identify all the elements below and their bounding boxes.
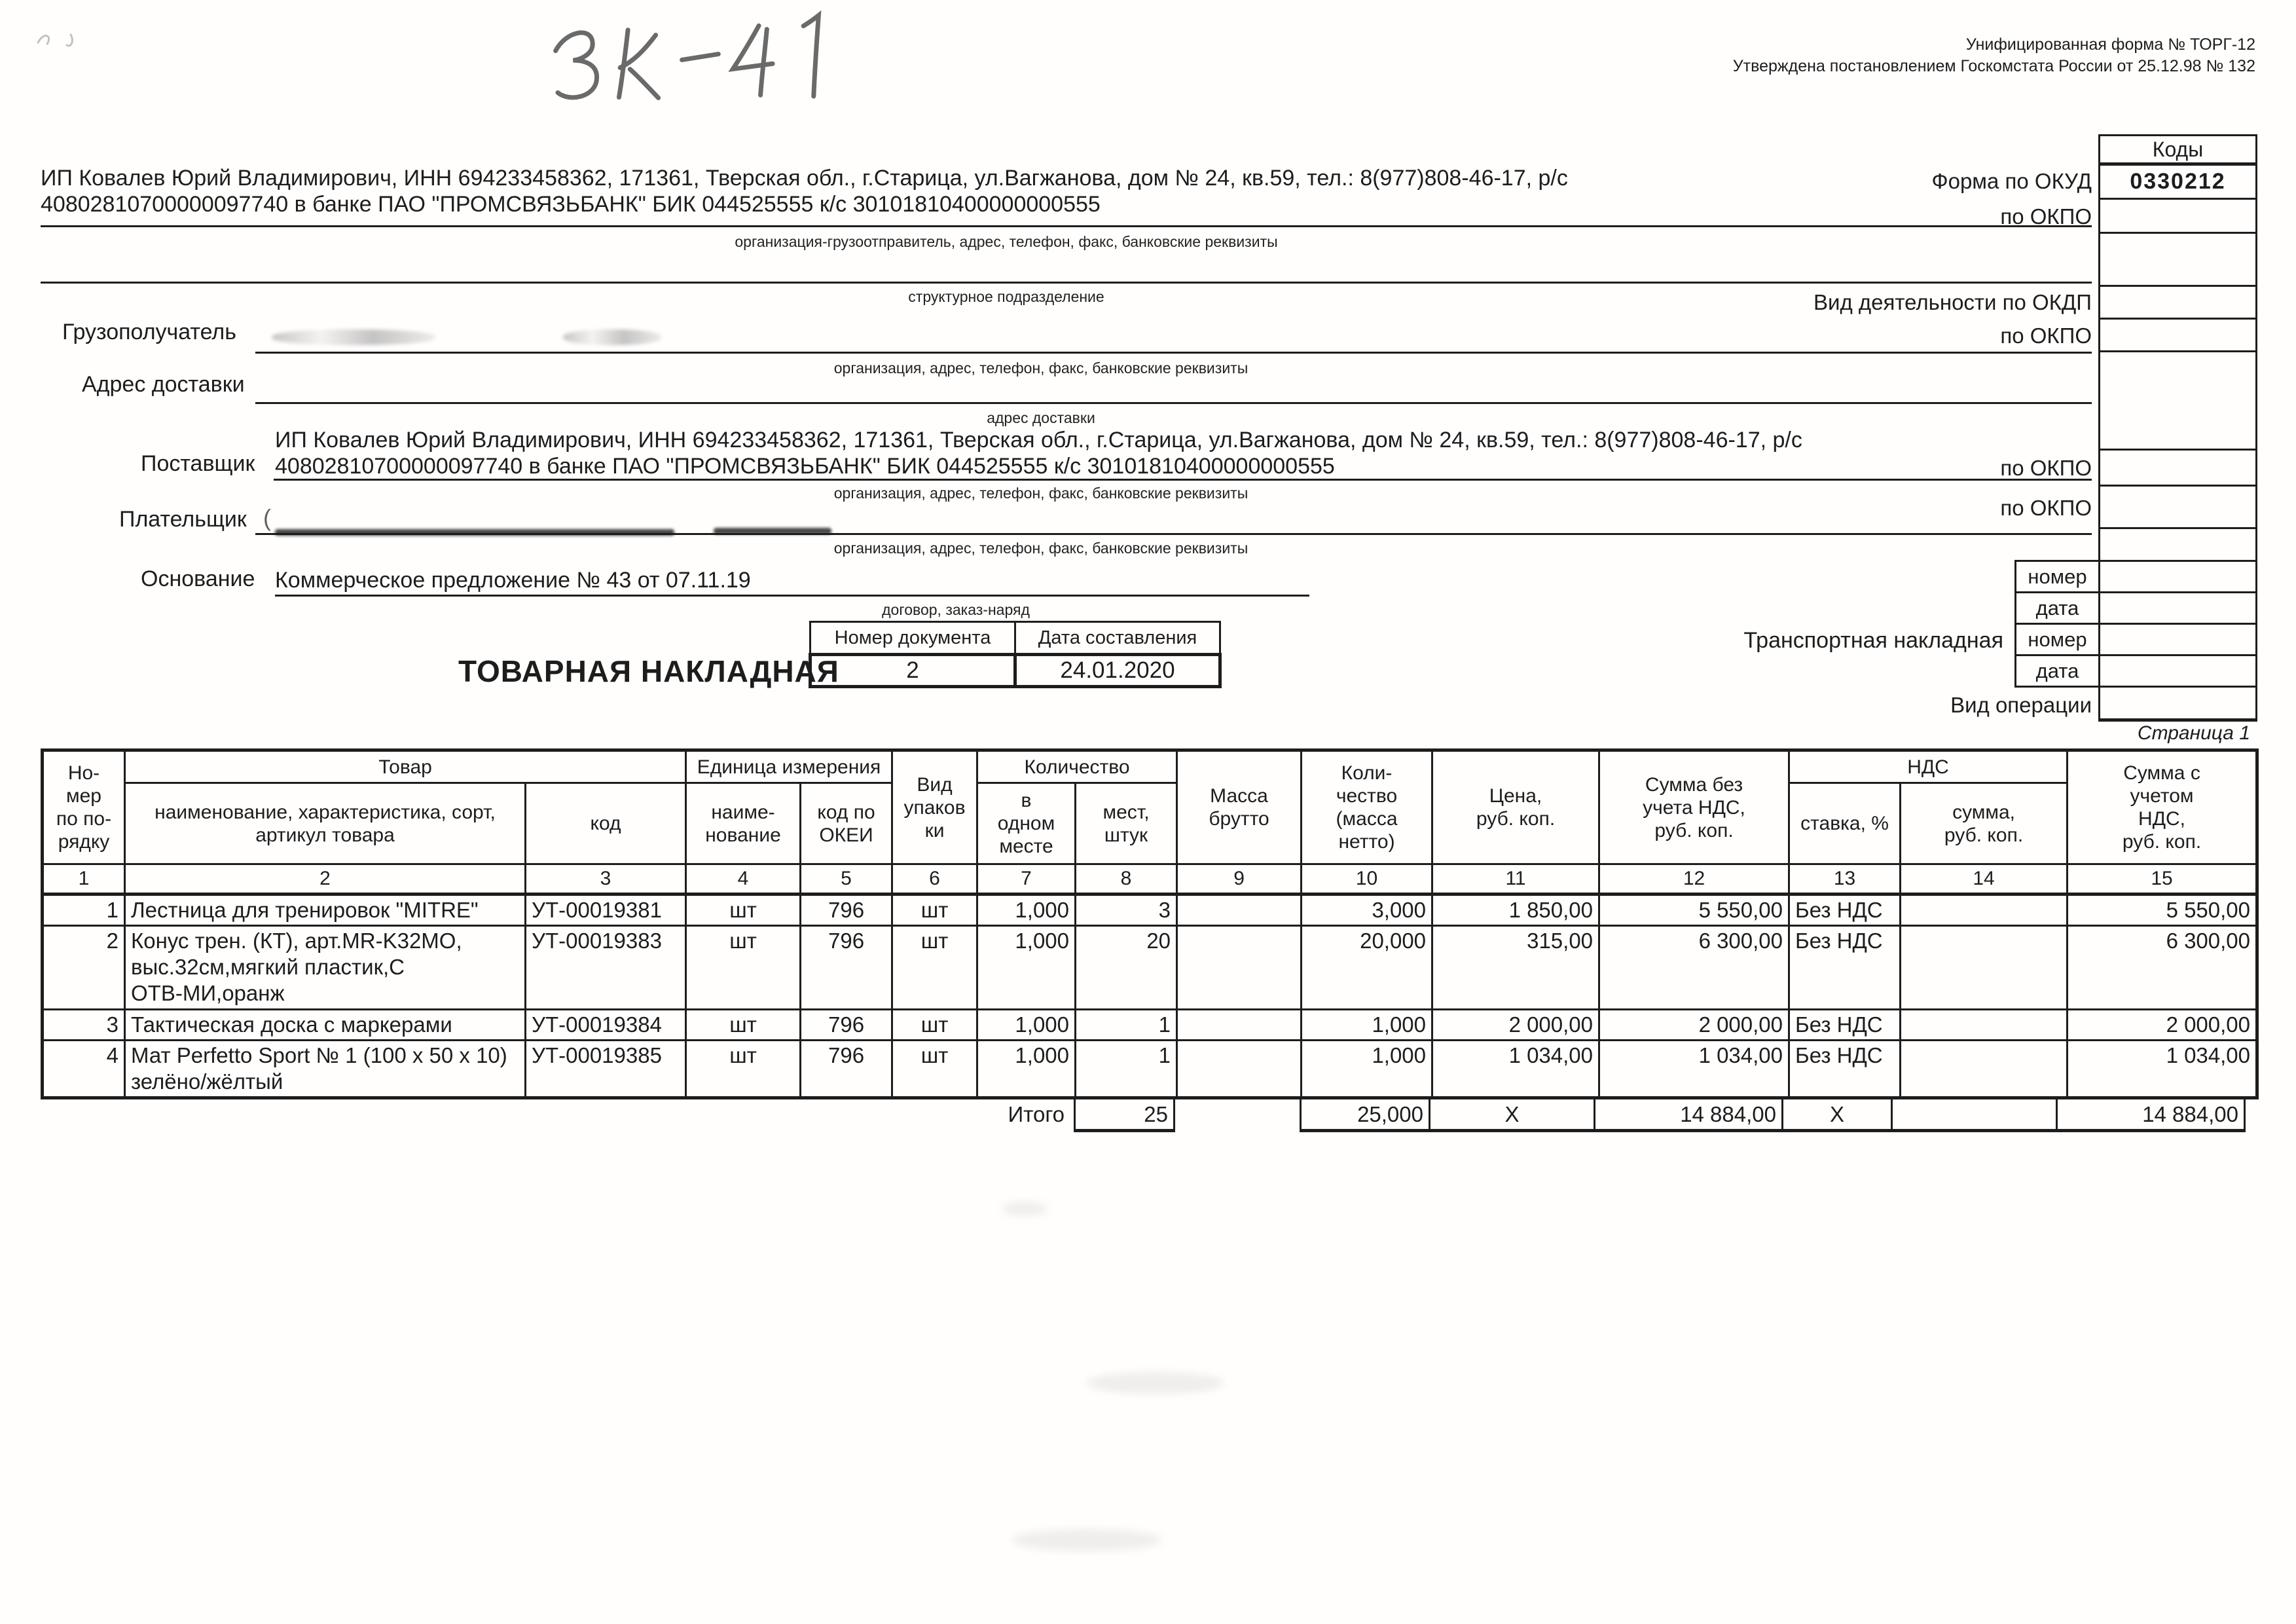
header-goods-code: код bbox=[526, 783, 686, 864]
col-num-1: 1 bbox=[43, 864, 125, 895]
payer-redacted-smear-1 bbox=[275, 529, 674, 536]
operation-type-label: Вид операции bbox=[1950, 693, 2092, 717]
shipper-text-line2: 40802810700000097740 в банке ПАО "ПРОМСВЯЗЬБАНК" БИК 044525555 к/с 30101810400000000555 bbox=[41, 192, 1101, 217]
consignee-redacted-text-2 bbox=[563, 329, 661, 345]
row1-places: 3 bbox=[1076, 895, 1177, 926]
supplier-caption: организация, адрес, телефон, факс, банковские реквизиты bbox=[833, 485, 1248, 502]
number-label-1: номер bbox=[2014, 560, 2100, 593]
row2-num: 2 bbox=[43, 926, 125, 1010]
row3-vat-rate: Без НДС bbox=[1789, 1010, 1901, 1041]
row3-num: 3 bbox=[43, 1010, 125, 1041]
header-group-quantity: Количество bbox=[977, 750, 1177, 783]
header-goods-name: наименование, характеристика, сорт, артикул товара bbox=[125, 783, 526, 864]
col-num-15: 15 bbox=[2068, 864, 2257, 895]
supplier-label: Поставщик bbox=[141, 451, 255, 476]
header-vat-sum: сумма, руб. коп. bbox=[1901, 783, 2068, 864]
scan-artifact bbox=[1087, 1372, 1224, 1394]
row1-okei: 796 bbox=[801, 895, 892, 926]
row4-total: 1 034,00 bbox=[2068, 1041, 2257, 1098]
col-num-11: 11 bbox=[1432, 864, 1599, 895]
totals-price-x: X bbox=[1429, 1099, 1595, 1132]
row4-vat-sum bbox=[1901, 1041, 2068, 1098]
row2-unit: шт bbox=[686, 926, 801, 1010]
form-note-line1: Унифицированная форма № ТОРГ-12 bbox=[1965, 35, 2255, 54]
row2-pack: шт bbox=[892, 926, 977, 1010]
transport-date-cell bbox=[2098, 654, 2257, 688]
column-numbers-row bbox=[43, 864, 2257, 895]
row1-vat-rate: Без НДС bbox=[1789, 895, 1901, 926]
form-note bbox=[1733, 34, 2255, 77]
row3-price: 2 000,00 bbox=[1432, 1010, 1599, 1041]
okpo-label-3: по ОКПО bbox=[2000, 456, 2092, 480]
col-num-10: 10 bbox=[1302, 864, 1432, 895]
row1-price: 1 850,00 bbox=[1432, 895, 1599, 926]
row1-sum-no-vat: 5 550,00 bbox=[1599, 895, 1789, 926]
handwritten-mark bbox=[528, 3, 873, 126]
okud-label: Форма по ОКУД bbox=[1931, 169, 2092, 193]
header-places: мест, штук bbox=[1076, 783, 1177, 864]
okpo-payer-cell bbox=[2098, 485, 2257, 529]
row3-code: УТ-00019384 bbox=[526, 1010, 686, 1041]
row4-sum-no-vat: 1 034,00 bbox=[1599, 1041, 1789, 1098]
row4-vat-rate: Без НДС bbox=[1789, 1041, 1901, 1098]
header-package-type: Вид упаков ки bbox=[892, 750, 977, 864]
row4-qty: 1,000 bbox=[1302, 1041, 1432, 1098]
row2-price: 315,00 bbox=[1432, 926, 1599, 1010]
row3-places: 1 bbox=[1076, 1010, 1177, 1041]
consignee-label: Грузополучатель bbox=[62, 320, 236, 344]
row2-vat-rate: Без НДС bbox=[1789, 926, 1901, 1010]
okpo-consignee-cell bbox=[2098, 318, 2257, 352]
goods-table-wrap bbox=[41, 748, 2255, 1132]
basis-label: Основание bbox=[141, 566, 255, 591]
payer-redacted-smear-2 bbox=[714, 528, 831, 534]
col-num-7: 7 bbox=[977, 864, 1076, 895]
codes-header-cell: Коды bbox=[2098, 134, 2257, 166]
consignee-underline bbox=[255, 352, 2092, 354]
basis-spacer-cell bbox=[2098, 527, 2257, 562]
table-row bbox=[43, 895, 2257, 926]
totals-vat-x: X bbox=[1781, 1099, 1893, 1132]
totals-gap bbox=[1175, 1099, 1300, 1132]
row2-places: 20 bbox=[1076, 926, 1177, 1010]
totals-sum-no-vat: 14 884,00 bbox=[1594, 1099, 1783, 1132]
okdp-cell bbox=[2098, 285, 2257, 320]
table-sub-header-row bbox=[43, 783, 2257, 864]
row1-code: УТ-00019381 bbox=[526, 895, 686, 926]
row1-num: 1 bbox=[43, 895, 125, 926]
row4-gross bbox=[1177, 1041, 1302, 1098]
row4-code: УТ-00019385 bbox=[526, 1041, 686, 1098]
header-sum-with-vat: Сумма с учетом НДС, руб. коп. bbox=[2068, 750, 2257, 864]
transport-number-cell bbox=[2098, 623, 2257, 656]
okpo-label-1: по ОКПО bbox=[2000, 204, 2092, 229]
col-num-13: 13 bbox=[1789, 864, 1901, 895]
structural-underline bbox=[41, 282, 2092, 284]
okpo-supplier-cell bbox=[2098, 449, 2257, 487]
doc-date-value: 24.01.2020 bbox=[1015, 655, 1220, 687]
col-num-8: 8 bbox=[1076, 864, 1177, 895]
row4-unit: шт bbox=[686, 1041, 801, 1098]
handwritten-mark-text bbox=[550, 98, 567, 105]
date-label-1: дата bbox=[2014, 591, 2100, 625]
totals-label: Итого bbox=[1008, 1102, 1065, 1126]
scan-artifact bbox=[1002, 1202, 1048, 1216]
header-group-vat: НДС bbox=[1789, 750, 2068, 783]
page-note: Страница 1 bbox=[2137, 722, 2250, 744]
row3-name: Тактическая доска с маркерами bbox=[125, 1010, 526, 1041]
row1-unit: шт bbox=[686, 895, 801, 926]
doc-number-header: Номер документа bbox=[811, 622, 1015, 655]
basis-caption: договор, заказ-наряд bbox=[882, 601, 1030, 618]
row3-gross bbox=[1177, 1010, 1302, 1041]
header-sum-no-vat: Сумма без учета НДС, руб. коп. bbox=[1599, 750, 1789, 864]
row3-per-place: 1,000 bbox=[977, 1010, 1076, 1041]
col-num-3: 3 bbox=[526, 864, 686, 895]
delivery-code-cell bbox=[2098, 350, 2257, 451]
row1-total: 5 550,00 bbox=[2068, 895, 2257, 926]
row1-vat-sum bbox=[1901, 895, 2068, 926]
delivery-underline bbox=[255, 402, 2092, 404]
structural-code-cell bbox=[2098, 232, 2257, 287]
col-num-14: 14 bbox=[1901, 864, 2068, 895]
totals-qty: 25,000 bbox=[1300, 1099, 1430, 1132]
row4-places: 1 bbox=[1076, 1041, 1177, 1098]
header-gross-mass: Масса брутто bbox=[1177, 750, 1302, 864]
basis-date-cell bbox=[2098, 591, 2257, 625]
row1-gross bbox=[1177, 895, 1302, 926]
col-num-4: 4 bbox=[686, 864, 801, 895]
table-group-header-row bbox=[43, 750, 2257, 783]
delivery-caption: адрес доставки bbox=[987, 409, 1095, 426]
row1-name: Лестница для тренировок "MITRE" bbox=[125, 895, 526, 926]
header-row-number: Но- мер по по- рядку bbox=[43, 750, 125, 864]
payer-redacted-mark: ( bbox=[263, 504, 271, 531]
supplier-text bbox=[275, 427, 2088, 479]
payer-caption: организация, адрес, телефон, факс, банковские реквизиты bbox=[833, 540, 1248, 557]
row3-unit: шт bbox=[686, 1010, 801, 1041]
row1-qty: 3,000 bbox=[1302, 895, 1432, 926]
header-group-goods: Товар bbox=[125, 750, 686, 783]
row4-okei: 796 bbox=[801, 1041, 892, 1098]
supplier-text-line1: ИП Ковалев Юрий Владимирович, ИНН 694233458362, 171361, Тверская обл., г.Старица, ул.Вагжанова, дом № 24, кв.59, тел.: 8(977)808-46-17, р/с bbox=[275, 428, 1802, 452]
consignee-redacted-text bbox=[272, 329, 435, 345]
okpo-label-4: по ОКПО bbox=[2000, 496, 2092, 520]
row2-name: Конус трен. (КТ), арт.MR-K32MO, выс.32см,мягкий пластик,С ОТВ-МИ,оранж bbox=[125, 926, 526, 1010]
table-totals-row bbox=[41, 1099, 2255, 1132]
header-net-quantity: Коли- чество (масса нетто) bbox=[1302, 750, 1432, 864]
okdp-label: Вид деятельности по ОКДП bbox=[1813, 290, 2092, 314]
doc-number-value: 2 bbox=[811, 655, 1015, 687]
scan-artifact bbox=[1011, 1529, 1162, 1551]
shipper-text-line1: ИП Ковалев Юрий Владимирович, ИНН 694233458362, 171361, Тверская обл., г.Старица, ул.Вагжанова, дом № 24, кв.59, тел.: 8(977)808-46-17, р/с bbox=[41, 166, 1568, 191]
document-number-table bbox=[809, 621, 1222, 688]
col-num-6: 6 bbox=[892, 864, 977, 895]
basis-underline bbox=[275, 595, 1309, 597]
row1-pack: шт bbox=[892, 895, 977, 926]
pencil-marks bbox=[31, 23, 123, 62]
row3-okei: 796 bbox=[801, 1010, 892, 1041]
row2-gross bbox=[1177, 926, 1302, 1010]
row3-qty: 1,000 bbox=[1302, 1010, 1432, 1041]
col-num-2: 2 bbox=[125, 864, 526, 895]
header-vat-rate: ставка, % bbox=[1789, 783, 1901, 864]
row3-sum-no-vat: 2 000,00 bbox=[1599, 1010, 1789, 1041]
shipper-underline bbox=[41, 225, 2092, 227]
row4-price: 1 034,00 bbox=[1432, 1041, 1599, 1098]
date-label-2: дата bbox=[2014, 654, 2100, 688]
header-per-place: в одном месте bbox=[977, 783, 1076, 864]
totals-places: 25 bbox=[1074, 1099, 1175, 1132]
header-unit-name: наиме- нование bbox=[686, 783, 801, 864]
totals-sum-with-vat: 14 884,00 bbox=[2056, 1099, 2246, 1132]
shipper-text bbox=[41, 165, 2092, 217]
supplier-underline bbox=[274, 479, 2092, 481]
operation-type-cell bbox=[2098, 686, 2257, 722]
row2-qty: 20,000 bbox=[1302, 926, 1432, 1010]
row2-per-place: 1,000 bbox=[977, 926, 1076, 1010]
table-row bbox=[43, 1010, 2257, 1041]
basis-number-cell bbox=[2098, 560, 2257, 593]
form-note-line2: Утверждена постановлением Госкомстата России от 25.12.98 № 132 bbox=[1732, 57, 2255, 75]
table-row bbox=[43, 926, 2257, 1010]
row2-okei: 796 bbox=[801, 926, 892, 1010]
header-okei-code: код по ОКЕИ bbox=[801, 783, 892, 864]
totals-vat-sum bbox=[1891, 1099, 2058, 1132]
row4-pack: шт bbox=[892, 1041, 977, 1098]
table-row bbox=[43, 1041, 2257, 1098]
row3-vat-sum bbox=[1901, 1010, 2068, 1041]
basis-value: Коммерческое предложение № 43 от 07.11.19 bbox=[275, 568, 751, 593]
transport-waybill-label: Транспортная накладная bbox=[1743, 628, 2003, 653]
row1-per-place: 1,000 bbox=[977, 895, 1076, 926]
col-num-9: 9 bbox=[1177, 864, 1302, 895]
goods-table bbox=[41, 748, 2259, 1099]
payer-label: Плательщик bbox=[119, 507, 247, 532]
row4-name: Мат Perfetto Sport № 1 (100 x 50 x 10) зелёно/жёлтый bbox=[125, 1041, 526, 1098]
okud-code-cell: 0330212 bbox=[2098, 164, 2257, 200]
delivery-address-label: Адрес доставки bbox=[82, 372, 245, 397]
okpo-shipper-cell bbox=[2098, 198, 2257, 234]
header-group-unit: Единица измерения bbox=[686, 750, 892, 783]
okpo-label-2: по ОКПО bbox=[2000, 323, 2092, 348]
header-price: Цена, руб. коп. bbox=[1432, 750, 1599, 864]
row3-total: 2 000,00 bbox=[2068, 1010, 2257, 1041]
shipper-caption: организация-грузоотправитель, адрес, телефон, факс, банковские реквизиты bbox=[735, 233, 1278, 250]
row4-num: 4 bbox=[43, 1041, 125, 1098]
col-num-5: 5 bbox=[801, 864, 892, 895]
doc-date-header: Дата составления bbox=[1015, 622, 1220, 655]
col-num-12: 12 bbox=[1599, 864, 1789, 895]
structural-caption: структурное подразделение bbox=[908, 288, 1104, 305]
row3-pack: шт bbox=[892, 1010, 977, 1041]
supplier-text-line2: 40802810700000097740 в банке ПАО "ПРОМСВЯЗЬБАНК" БИК 044525555 к/с 30101810400000000555 bbox=[275, 454, 1335, 479]
document-title: ТОВАРНАЯ НАКЛАДНАЯ bbox=[458, 654, 839, 688]
number-label-2: номер bbox=[2014, 623, 2100, 656]
row2-vat-sum bbox=[1901, 926, 2068, 1010]
row2-total: 6 300,00 bbox=[2068, 926, 2257, 1010]
row2-sum-no-vat: 6 300,00 bbox=[1599, 926, 1789, 1010]
row2-code: УТ-00019383 bbox=[526, 926, 686, 1010]
row4-per-place: 1,000 bbox=[977, 1041, 1076, 1098]
consignee-caption: организация, адрес, телефон, факс, банковские реквизиты bbox=[833, 360, 1248, 377]
